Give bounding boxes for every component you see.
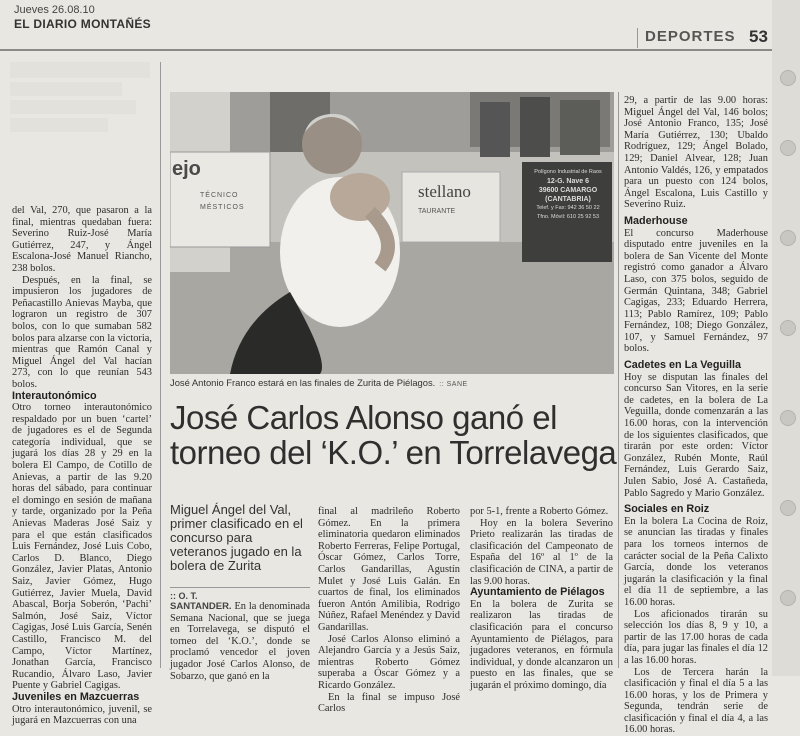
- sign-line: Tfno. Móvil: 610 25 92 53: [526, 213, 610, 222]
- left-column: [12, 205, 152, 727]
- subhead: Cadetes en La Veguilla: [624, 360, 768, 372]
- sign-line: Polígono Industrial de Raos: [526, 168, 610, 177]
- column-rule: [618, 92, 619, 668]
- issue-date: Jueves 26.08.10: [14, 4, 95, 16]
- paragraph: Los de Tercera harán la clasificación y final el día 5 a las 16.00 horas, y los de Primera y Segunda, tendrán serie de clasificación y final el día 4, a las 16.00 horas.: [624, 667, 768, 736]
- dateline: SANTANDER.: [170, 601, 232, 612]
- sign-middle-text: stellano: [418, 182, 471, 202]
- binder-hole: [780, 320, 796, 336]
- binder-hole: [780, 70, 796, 86]
- column-rule: [160, 62, 161, 668]
- subhead: Sociales en Roiz: [624, 504, 768, 516]
- header-rule: [0, 49, 772, 51]
- newspaper-name: EL DIARIO MONTAÑÉS: [14, 17, 151, 31]
- caption-text: José Antonio Franco estará en las finales de Zurita de Piélagos.: [170, 377, 435, 388]
- photo-credit: :: SANE: [439, 381, 467, 388]
- paragraph: El concurso Maderhouse disputado entre juveniles en la bolera de San Vicente del Monte registró como ganador a Álvaro Laso, con 375 bolos, seguido de Germán Quintana, 348; Gabriel Cagigas, 233; Eduardo Herrera, 113; Pablo Ramírez, 109; Pablo Fernández, 108; Diego González, 107, y Samuel Fernández, 97 bolos.: [624, 228, 768, 356]
- binder-hole: [780, 590, 796, 606]
- subhead: Ayuntamiento de Piélagos: [470, 587, 613, 599]
- byline: :: O. T.: [170, 587, 310, 601]
- sign-left-text: ejo: [172, 158, 201, 181]
- paragraph: Otro interautonómico, juvenil, se jugará en Mazcuerras con una: [12, 704, 152, 727]
- sign-left-sub: TÉCNICO: [200, 192, 239, 199]
- bleed-through-area: [10, 62, 150, 202]
- paragraph: Después, en la final, se impusieron los jugadores de Peñacastillo Anievas Mayba, que lograron un registro de 307 bolos, con lo que sumaban 582 bolos para alzarse con la victoria, mientras que Ramón Canal y Miguel Ángel del Val hacían 273, con lo que reunían 543 bolos.: [12, 275, 152, 391]
- paragraph: En la final se impuso José Carlos: [318, 692, 460, 715]
- header-divider: [637, 28, 638, 48]
- news-photo: [170, 92, 614, 374]
- bowler-photo-illustration: [170, 92, 614, 374]
- paragraph: José Carlos Alonso eliminó a Alejandro García y a Jesús Saiz, mientras Roberto Gómez superaba a Óscar Gómez y a Ricardo González.: [318, 634, 460, 692]
- paragraph: [170, 601, 310, 682]
- binder-hole: [780, 230, 796, 246]
- article-column-3: [470, 506, 613, 692]
- paragraph: Hoy se disputan las finales del concurso San Vitores, en la serie de cadetes, en la bolera de La Veguilla, donde comenzarán a las 16.00 horas, con la intervención de los siguientes clasificados, que tirarán por este orden: Víctor González, Rubén Monte, Raúl Fernández, Luis Gerardo Saiz, Julen Sabio, José A. Castañeda, Pablo Sagredo y Mario González.: [624, 372, 768, 500]
- paragraph: En la bolera de Zurita se realizaron las tiradas de clasificación para el concurso Ayuntamiento de Piélagos, para jugadores veteranos, en fórmula individual, y donde alcanzaron un puesto en las finales, que se jugarán el próximo domingo, día: [470, 599, 613, 692]
- binder-hole: [780, 500, 796, 516]
- paragraph: final al madrileño Roberto Gómez. En la primera eliminatoria quedaron eliminados Roberto Ferreras, Felipe Portugal, Óscar Gómez, Carlos Torre, Carlos Gandarillas, Agustín Mulet y José Luis Galán. En cuartos de final, los eliminados fueron Antón Amilibia, Rodrigo Núñez, Rafael Menéndez y David Gandarillas.: [318, 506, 460, 634]
- article-column-1: [170, 601, 310, 682]
- right-column: [624, 95, 768, 736]
- subhead: Juveniles en Mazcuerras: [12, 692, 152, 704]
- binder-hole: [780, 410, 796, 426]
- deck: Miguel Ángel del Val, primer clasificado en el concurso para veteranos jugado en la bolera de Zurita: [170, 503, 310, 573]
- paragraph: Los aficionados tirarán su selección los días 8, 9 y 10, a partir de las 17.00 horas de cada día, para jugar las finales el día 12 a las 16.00 horas.: [624, 609, 768, 667]
- paragraph: Hoy en la bolera Severino Prieto realizarán las tiradas de clasificación del Campeonato de España del 16º al 1º de la clasificación de CINA, a partir de las 9.00 horas.: [470, 518, 613, 588]
- paragraph: del Val, 270, que pasaron a la final, mientras quedaban fuera: Severino Ruiz-José María Gutiérrez, 247, y Ángel Escalona-José Manuel Riancho, 238 bolos.: [12, 205, 152, 275]
- sign-left-sub: MÉSTICOS: [200, 204, 245, 211]
- subhead: Interautonómico: [12, 391, 152, 403]
- subhead: Maderhouse: [624, 216, 768, 228]
- paragraph: En la bolera La Cocina de Roiz, se anuncian las tiradas y finales para los torneos internos de carácter social de la Peña Calixto García, donde los veteranos jugarán la clasificación y la final el día 11 de septiembre, a las 16.00 horas.: [624, 516, 768, 609]
- photo-caption: [170, 377, 614, 388]
- sign-line: (CANTABRIA): [526, 195, 610, 204]
- headline: José Carlos Alonso ganó el torneo del ‘K.O.’ en Torrelavega: [170, 400, 620, 470]
- paragraph: por 5-1, frente a Roberto Gómez.: [470, 506, 613, 518]
- paragraph: Otro torneo interautonómico respaldado por un buen ‘cartel’ de jugadores es el de Segunda categoría individual, que se jugará los días 28 y 29 en la bolera El Campo, de Cotillo de Anievas, a partir de las 9.20 horas del sábado, para continuar el domingo en sesión de mañana y tarde, organizado por la Peña Anievas Maderas José Saiz y para el que están clasificados Luis Fernández, José Luis Cobo, Carlos D. Blanco, Diego González, Javier Platas, Antonio Saiz, Javier Gómez, Hugo Gutiérrez, Javier Muela, David Abascal, Borja Soberón, ‘Pachi’ Salmón, José Saiz, Víctor Cagigas, José Luis García, Senén Castillo, Francisco M. del Campo, Víctor Martínez, Jonathan García, Francisco Rucandio, Álvaro Laso, Javier Puente y Gabriel Cagigas.: [12, 402, 152, 692]
- article-column-2: [318, 506, 460, 715]
- page-number: 53: [749, 27, 768, 47]
- sign-right-block: [526, 168, 610, 222]
- article-text: En la denominada Semana Nacional, que se juega en Torrelavega, se disputó el torneo del ‘K.O.’, donde se proclamó vencedor el joven jugador José Carlos Alonso, de Sobarzo, que ganó en la: [170, 601, 310, 682]
- page-header: [0, 0, 800, 50]
- section-name: DEPORTES: [645, 28, 736, 45]
- sign-line: 12-G. Nave 6: [526, 177, 610, 186]
- sign-line: 39600 CAMARGO: [526, 186, 610, 195]
- sign-line: Telef. y Fax: 942 36 50 22: [526, 204, 610, 213]
- binder-margin: [772, 0, 800, 676]
- binder-hole: [780, 140, 796, 156]
- paragraph: 29, a partir de las 9.00 horas: Miguel Ángel del Val, 146 bolos; José Antonio Franco, 135; José María Gutiérrez, 130; Ubaldo Rodríguez, 129; Ángel Bolado, 129; Daniel Alvear, 128; Juan Antonio Valdés, 126, y empatados para un puesto con 124 bolos, Ángel Escalona, Luis Castillo y Severino Ruiz.: [624, 95, 768, 211]
- sign-middle-sub: TAURANTE: [418, 208, 455, 215]
